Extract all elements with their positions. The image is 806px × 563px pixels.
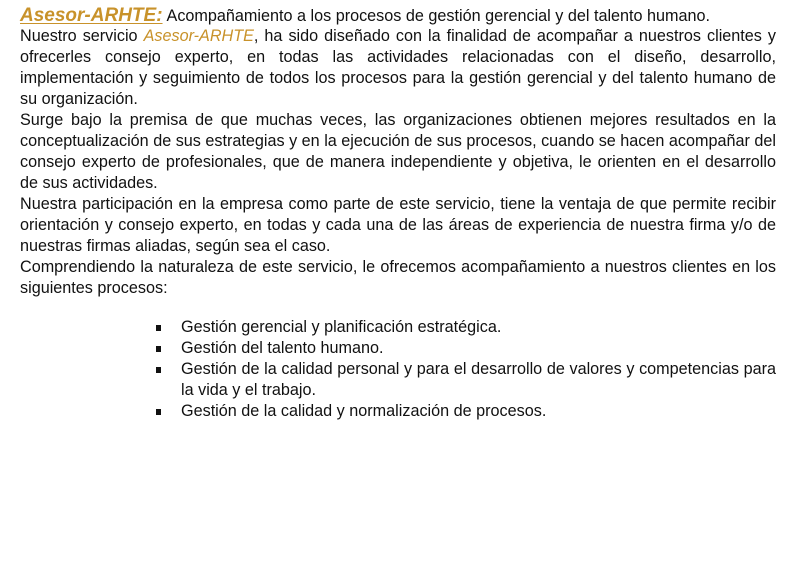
paragraph-participation: Nuestra participación en la empresa como parte de este servicio, tiene la ventaja de que permite recibir orientación y consejo experto, en todas y cada una de las áreas de experiencia de nuestra firma y/o de nuestras firmas aliadas, según sea el caso. — [20, 195, 776, 255]
list-item-text: Gestión de la calidad personal y para el desarrollo de valores y competencias para la vida y el trabajo. — [181, 360, 776, 399]
list-item — [156, 359, 776, 401]
document-title — [20, 6, 776, 26]
brand-heading: Asesor-ARHTE: — [20, 5, 163, 26]
list-item — [156, 401, 776, 422]
list-item-text: Gestión del talento humano. — [181, 339, 384, 357]
paragraph-text: Nuestro servicio — [20, 27, 144, 45]
paragraph-service-intro — [20, 26, 776, 110]
document-page — [20, 6, 776, 422]
list-item — [156, 317, 776, 338]
bullet-square-icon — [156, 367, 161, 373]
paragraph-offer: Comprendiendo la naturaleza de este servicio, le ofrecemos acompañamiento a nuestros clientes en los siguientes procesos: — [20, 258, 776, 297]
paragraph-text: , ha sido diseñado con la finalidad de acompañar a nuestros clientes y ofrecerles consejo experto, en todas las actividades relacionadas con el diseño, desarrollo, implementación y seguimiento de todos los procesos para la gestión gerencial y del talento humano de su organización. — [20, 27, 776, 108]
process-list — [156, 317, 776, 422]
bullet-square-icon — [156, 346, 161, 352]
list-item-text: Gestión gerencial y planificación estratégica. — [181, 318, 502, 336]
bullet-square-icon — [156, 325, 161, 331]
list-item-text: Gestión de la calidad y normalización de procesos. — [181, 402, 547, 420]
list-item — [156, 338, 776, 359]
bullet-square-icon — [156, 409, 161, 415]
brand-inline-name: Asesor-ARHTE — [143, 27, 254, 45]
paragraph-premise: Surge bajo la premisa de que muchas veces, las organizaciones obtienen mejores resultados en la conceptualización de sus estrategias y en la ejecución de sus procesos, cuando se hacen acompañar del consejo experto de profesionales, que de manera independiente y objetiva, le orienten en el desarrollo de sus actividades. — [20, 111, 776, 192]
title-description: Acompañamiento a los procesos de gestión gerencial y del talento humano. — [166, 7, 711, 25]
